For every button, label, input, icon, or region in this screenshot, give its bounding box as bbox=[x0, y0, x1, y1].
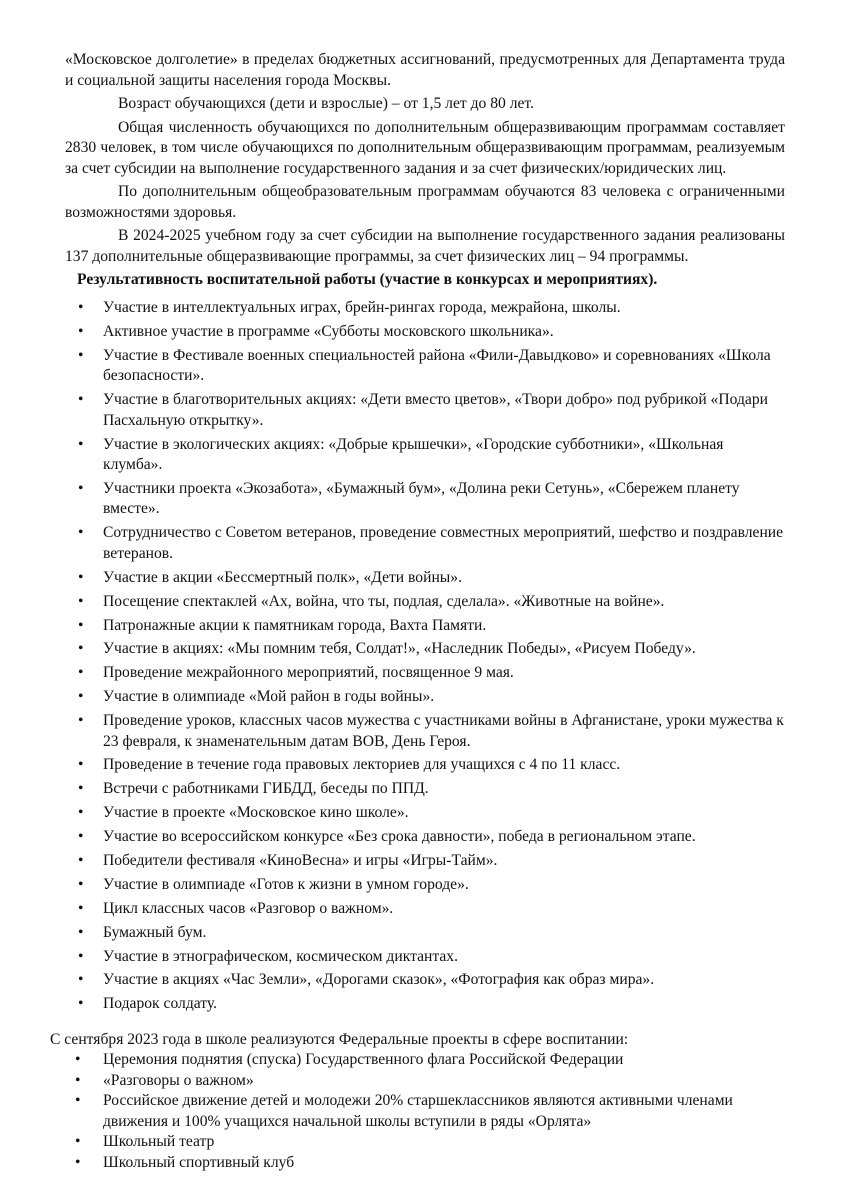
list-item bbox=[65, 970, 785, 991]
list-item-text: Проведение в течение года правовых лекториев для учащихся с 4 по 11 класс. bbox=[103, 756, 621, 774]
list-item bbox=[65, 435, 785, 476]
list-item bbox=[65, 1132, 785, 1153]
bullet-icon: • bbox=[78, 688, 84, 706]
list-item-text: Участие в акциях «Час Земли», «Дорогами сказок», «Фотография как образ мира». bbox=[103, 971, 655, 989]
bullet-icon: • bbox=[78, 852, 84, 870]
list-item-text: Участие в экологических акциях: «Добрые крышечки», «Городские субботники», «Школьная клумба». bbox=[103, 435, 724, 474]
list-item bbox=[65, 1091, 785, 1132]
list-item bbox=[65, 851, 785, 872]
paragraph-enrollment: Общая численность обучающихся по дополнительным общеразвивающим программам составляет 2830 человек, в том числе обучающихся по дополнительным общеразвивающим программам, реализуемым за счет субсидии на выполнение государственного задания и за счет физических/юридических лиц. bbox=[65, 118, 785, 177]
list-item-text: Патронажные акции к памятникам города, Вахта Памяти. bbox=[103, 616, 487, 634]
list-item-text: Участие в Фестивале военных специальностей района «Фили-Давыдково» и соревнованиях «Школа безопасности». bbox=[103, 346, 771, 385]
bullet-icon: • bbox=[75, 1133, 81, 1151]
list-item-text: Активное участие в программе «Субботы московского школьника». bbox=[103, 322, 554, 340]
bullet-icon: • bbox=[78, 828, 84, 846]
paragraph-disabilities: По дополнительным общеобразовательным программам обучаются 83 человека с ограниченными возможностями здоровья. bbox=[65, 183, 785, 221]
bullet-icon: • bbox=[78, 299, 84, 316]
projects-list bbox=[65, 1050, 785, 1173]
bullet-icon: • bbox=[78, 346, 84, 364]
list-item bbox=[65, 1050, 785, 1071]
list-item bbox=[65, 479, 785, 520]
list-item bbox=[65, 568, 785, 589]
paragraph-programs: В 2024-2025 учебном году за счет субсидии на выполнение государственного задания реализованы 137 дополнительные общеразвивающие программы, за счет физических лиц – 94 программы. bbox=[65, 227, 785, 265]
list-item-text: Участие в этнографическом, космическом диктантах. bbox=[103, 947, 458, 965]
list-item bbox=[65, 1153, 785, 1174]
bullet-icon: • bbox=[78, 971, 84, 989]
bullet-icon: • bbox=[78, 712, 84, 730]
list-item bbox=[65, 390, 785, 431]
list-item bbox=[65, 592, 785, 613]
list-item bbox=[65, 923, 785, 944]
list-item-text: Церемония поднятия (спуска) Государственного флага Российской Федерации bbox=[103, 1051, 624, 1069]
list-item-text: Проведение межрайонного мероприятий, посвященное 9 мая. bbox=[103, 664, 514, 682]
document-body bbox=[50, 50, 785, 1173]
list-item-text: Встречи с работниками ГИБДД, беседы по ППД. bbox=[103, 780, 429, 798]
list-item bbox=[65, 755, 785, 776]
list-item bbox=[65, 322, 785, 343]
list-item-text: Школьный спортивный клуб bbox=[103, 1153, 295, 1171]
bullet-icon: • bbox=[78, 947, 84, 965]
bullet-icon: • bbox=[78, 640, 84, 658]
list-item bbox=[65, 711, 785, 752]
bullet-icon: • bbox=[78, 780, 84, 798]
list-item bbox=[65, 779, 785, 800]
paragraph-continuation: «Московское долголетие» в пределах бюджетных ассигнований, предусмотренных для Департамента труда и социальной защиты населения города Москвы. bbox=[65, 51, 785, 89]
activities-list bbox=[65, 298, 785, 1015]
list-item-text: Участники проекта «Экозабота», «Бумажный бум», «Долина реки Сетунь», «Сбережем планету вместе». bbox=[103, 479, 740, 518]
bullet-icon: • bbox=[78, 568, 84, 586]
bullet-icon: • bbox=[75, 1051, 81, 1069]
list-item bbox=[65, 523, 785, 564]
paragraph-age: Возраст обучающихся (дети и взрослые) – от 1,5 лет до 80 лет. bbox=[118, 95, 534, 112]
list-item bbox=[65, 899, 785, 920]
bullet-icon: • bbox=[75, 1071, 81, 1089]
bullet-icon: • bbox=[78, 923, 84, 941]
list-item bbox=[65, 1071, 785, 1092]
list-item-text: Цикл классных часов «Разговор о важном». bbox=[103, 899, 394, 917]
bullet-icon: • bbox=[78, 664, 84, 682]
bullet-icon: • bbox=[78, 322, 84, 340]
list-item-text: Школьный театр bbox=[103, 1133, 215, 1151]
bullet-icon: • bbox=[78, 435, 84, 453]
list-item bbox=[65, 663, 785, 684]
list-item-text: Участие в акциях: «Мы помним тебя, Солдат!», «Наследник Победы», «Рисуем Победу». bbox=[103, 640, 696, 658]
list-item-text: Участие в олимпиаде «Готов к жизни в умном городе». bbox=[103, 875, 469, 893]
bullet-icon: • bbox=[78, 479, 84, 497]
bullet-icon: • bbox=[78, 756, 84, 774]
list-item-text: Участие в олимпиаде «Мой район в годы войны». bbox=[103, 688, 435, 706]
bullet-icon: • bbox=[78, 391, 84, 409]
list-item bbox=[65, 947, 785, 968]
list-item bbox=[65, 827, 785, 848]
bullet-icon: • bbox=[78, 616, 84, 634]
list-item-text: Победители фестиваля «КиноВесна» и игры «Игры-Тайм». bbox=[103, 852, 498, 870]
list-item bbox=[65, 639, 785, 660]
list-item bbox=[65, 994, 785, 1015]
list-item-text: Участие в интеллектуальных играх, брейн-рингах города, межрайона, школы. bbox=[103, 299, 621, 316]
bullet-icon: • bbox=[78, 875, 84, 893]
list-item-text: Подарок солдату. bbox=[103, 995, 218, 1013]
list-item-text: Российское движение детей и молодежи 20% старшеклассников являются активными членами движения и 100% учащихся начальной школы вступили в ряды «Орлята» bbox=[103, 1092, 733, 1130]
bullet-icon: • bbox=[78, 804, 84, 822]
list-item-text: Участие в благотворительных акциях: «Дети вместо цветов», «Твори добро» под рубрикой «Подари Пасхальную открытку». bbox=[103, 391, 768, 429]
list-item-text: «Разговоры о важном» bbox=[103, 1071, 254, 1089]
bullet-icon: • bbox=[75, 1092, 81, 1110]
list-item-text: Участие в проекте «Московское кино школе». bbox=[103, 804, 409, 822]
list-item bbox=[65, 687, 785, 708]
list-item bbox=[65, 875, 785, 896]
list-item-text: Проведение уроков, классных часов мужества с участниками войны в Афганистане, уроки мужества к 23 февраля, к знаменательным датам ВОВ, День Героя. bbox=[103, 712, 784, 750]
bullet-icon: • bbox=[78, 524, 84, 542]
bullet-icon: • bbox=[78, 899, 84, 917]
list-item-text: Участие во всероссийском конкурсе «Без срока давности», победа в региональном этапе. bbox=[103, 828, 696, 846]
list-item-text: Посещение спектаклей «Ах, война, что ты, подлая, сделала». «Животные на войне». bbox=[103, 592, 665, 610]
section-heading: Результативность воспитательной работы (участие в конкурсах и мероприятиях). bbox=[77, 271, 658, 288]
list-item bbox=[65, 616, 785, 637]
list-item-text: Сотрудничество с Советом ветеранов, проведение совместных мероприятий, шефство и поздравление ветеранов. bbox=[103, 524, 784, 562]
bullet-icon: • bbox=[75, 1153, 81, 1171]
list-item bbox=[65, 346, 785, 387]
bullet-icon: • bbox=[78, 592, 84, 610]
projects-intro: С сентября 2023 года в школе реализуются Федеральные проекты в сфере воспитании: bbox=[50, 1030, 629, 1048]
list-item-text: Участие в акции «Бессмертный полк», «Дети войны». bbox=[103, 568, 462, 586]
list-item bbox=[65, 803, 785, 824]
list-item-text: Бумажный бум. bbox=[103, 923, 207, 941]
bullet-icon: • bbox=[78, 995, 84, 1013]
list-item bbox=[65, 298, 785, 319]
